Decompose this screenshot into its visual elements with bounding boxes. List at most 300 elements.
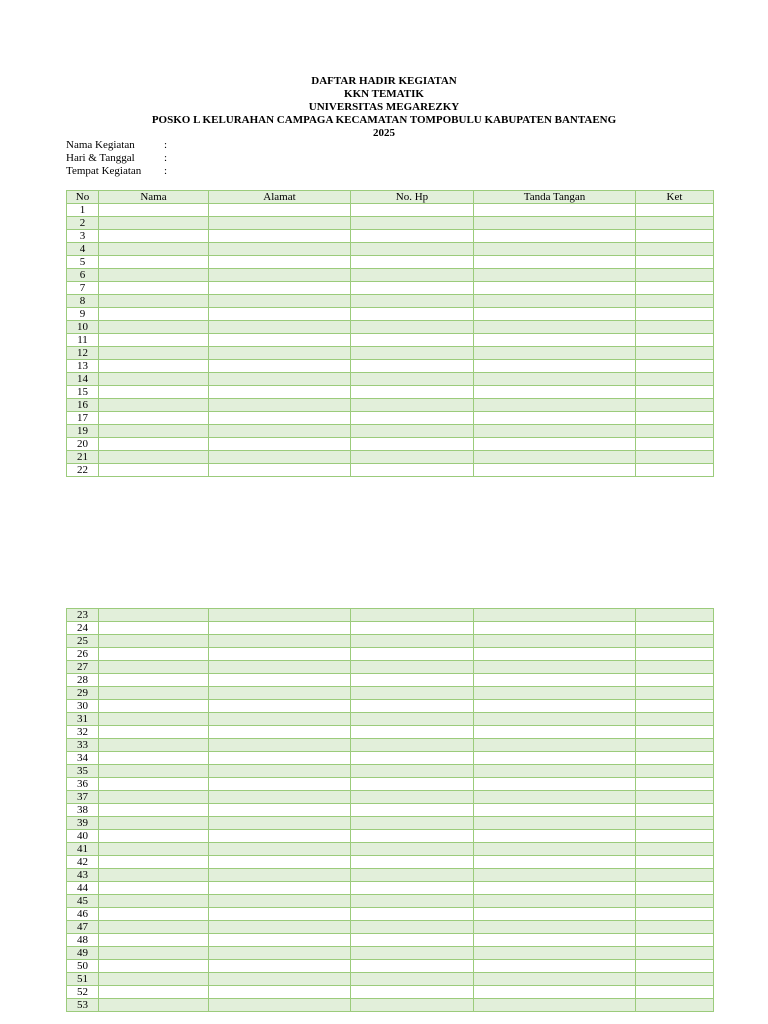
nama-cell[interactable] [99,778,209,791]
nama-cell[interactable] [99,869,209,882]
nama-cell[interactable] [99,908,209,921]
alamat-cell[interactable] [209,856,351,869]
table-row [67,895,714,908]
nama-cell[interactable] [99,282,209,295]
tanda-tangan-cell[interactable] [474,438,636,451]
row-number: 53 [67,999,99,1012]
alamat-cell[interactable] [209,425,351,438]
tanda-tangan-cell[interactable] [474,843,636,856]
tanda-tangan-cell[interactable] [474,869,636,882]
ket-cell[interactable] [636,752,714,765]
no-hp-cell[interactable] [351,425,474,438]
nama-cell[interactable] [99,817,209,830]
alamat-cell[interactable] [209,999,351,1012]
no-hp-cell[interactable] [351,217,474,230]
ket-cell[interactable] [636,921,714,934]
ket-cell[interactable] [636,791,714,804]
nama-cell[interactable] [99,412,209,425]
no-hp-cell[interactable] [351,204,474,217]
alamat-cell[interactable] [209,230,351,243]
alamat-cell[interactable] [209,334,351,347]
alamat-cell[interactable] [209,243,351,256]
ket-cell[interactable] [636,464,714,477]
no-hp-cell[interactable] [351,438,474,451]
tanda-tangan-cell[interactable] [474,791,636,804]
tanda-tangan-cell[interactable] [474,908,636,921]
no-hp-cell[interactable] [351,765,474,778]
tanda-tangan-cell[interactable] [474,713,636,726]
ket-cell[interactable] [636,635,714,648]
table-row [67,778,714,791]
tanda-tangan-cell[interactable] [474,765,636,778]
ket-cell[interactable] [636,947,714,960]
ket-cell[interactable] [636,960,714,973]
no-hp-cell[interactable] [351,308,474,321]
tanda-tangan-cell[interactable] [474,882,636,895]
alamat-cell[interactable] [209,817,351,830]
no-hp-cell[interactable] [351,282,474,295]
nama-cell[interactable] [99,334,209,347]
tanda-tangan-cell[interactable] [474,308,636,321]
no-hp-cell[interactable] [351,895,474,908]
nama-cell[interactable] [99,713,209,726]
no-hp-cell[interactable] [351,700,474,713]
table-row [67,661,714,674]
tanda-tangan-cell[interactable] [474,334,636,347]
tanda-tangan-cell[interactable] [474,373,636,386]
ket-cell[interactable] [636,412,714,425]
ket-cell[interactable] [636,230,714,243]
tanda-tangan-cell[interactable] [474,648,636,661]
alamat-cell[interactable] [209,830,351,843]
nama-cell[interactable] [99,986,209,999]
year: 2025 [373,126,395,139]
alamat-cell[interactable] [209,934,351,947]
alamat-cell[interactable] [209,869,351,882]
tanda-tangan-cell[interactable] [474,856,636,869]
no-hp-cell[interactable] [351,674,474,687]
alamat-cell[interactable] [209,386,351,399]
table-row [67,791,714,804]
ket-cell[interactable] [636,256,714,269]
table-row [67,308,714,321]
tanda-tangan-cell[interactable] [474,726,636,739]
nama-cell[interactable] [99,243,209,256]
alamat-cell[interactable] [209,464,351,477]
alamat-cell[interactable] [209,687,351,700]
tanda-tangan-cell[interactable] [474,817,636,830]
alamat-cell[interactable] [209,765,351,778]
no-hp-cell[interactable] [351,648,474,661]
ket-cell[interactable] [636,726,714,739]
ket-cell[interactable] [636,609,714,622]
alamat-cell[interactable] [209,804,351,817]
nama-cell[interactable] [99,360,209,373]
tanda-tangan-cell[interactable] [474,464,636,477]
nama-cell[interactable] [99,856,209,869]
no-hp-cell[interactable] [351,869,474,882]
nama-cell[interactable] [99,999,209,1012]
nama-cell[interactable] [99,921,209,934]
tanda-tangan-cell[interactable] [474,321,636,334]
nama-cell[interactable] [99,256,209,269]
alamat-cell[interactable] [209,282,351,295]
tanda-tangan-cell[interactable] [474,973,636,986]
alamat-cell[interactable] [209,399,351,412]
no-hp-cell[interactable] [351,999,474,1012]
ket-cell[interactable] [636,908,714,921]
nama-cell[interactable] [99,609,209,622]
nama-cell[interactable] [99,321,209,334]
nama-cell[interactable] [99,661,209,674]
tanda-tangan-cell[interactable] [474,243,636,256]
tanda-tangan-cell[interactable] [474,609,636,622]
no-hp-cell[interactable] [351,817,474,830]
ket-cell[interactable] [636,713,714,726]
tanda-tangan-cell[interactable] [474,986,636,999]
program-name: KKN TEMATIK [344,87,424,100]
ket-cell[interactable] [636,804,714,817]
nama-cell[interactable] [99,960,209,973]
ket-cell[interactable] [636,425,714,438]
ket-cell[interactable] [636,334,714,347]
no-hp-cell[interactable] [351,295,474,308]
no-hp-cell[interactable] [351,687,474,700]
no-hp-cell[interactable] [351,243,474,256]
nama-cell[interactable] [99,464,209,477]
ket-cell[interactable] [636,843,714,856]
ket-cell[interactable] [636,895,714,908]
alamat-cell[interactable] [209,713,351,726]
ket-cell[interactable] [636,282,714,295]
table-header-row [67,191,714,204]
no-hp-cell[interactable] [351,791,474,804]
alamat-cell[interactable] [209,882,351,895]
no-hp-cell[interactable] [351,256,474,269]
ket-cell[interactable] [636,360,714,373]
no-hp-cell[interactable] [351,986,474,999]
no-hp-cell[interactable] [351,973,474,986]
alamat-cell[interactable] [209,960,351,973]
alamat-cell[interactable] [209,908,351,921]
tanda-tangan-cell[interactable] [474,386,636,399]
no-hp-cell[interactable] [351,934,474,947]
no-hp-cell[interactable] [351,778,474,791]
no-hp-cell[interactable] [351,373,474,386]
nama-cell[interactable] [99,934,209,947]
tanda-tangan-cell[interactable] [474,739,636,752]
row-number: 3 [67,230,99,243]
alamat-cell[interactable] [209,609,351,622]
tanda-tangan-cell[interactable] [474,360,636,373]
table-row [67,648,714,661]
no-hp-cell[interactable] [351,739,474,752]
alamat-cell[interactable] [209,986,351,999]
alamat-cell[interactable] [209,648,351,661]
ket-cell[interactable] [636,817,714,830]
nama-cell[interactable] [99,347,209,360]
nama-cell[interactable] [99,399,209,412]
ket-cell[interactable] [636,687,714,700]
nama-cell[interactable] [99,386,209,399]
alamat-cell[interactable] [209,412,351,425]
alamat-cell[interactable] [209,973,351,986]
no-hp-cell[interactable] [351,347,474,360]
ket-cell[interactable] [636,386,714,399]
tanda-tangan-cell[interactable] [474,661,636,674]
nama-cell[interactable] [99,269,209,282]
ket-cell[interactable] [636,700,714,713]
column-header-alamat: Alamat [209,191,351,204]
no-hp-cell[interactable] [351,713,474,726]
nama-cell[interactable] [99,204,209,217]
tanda-tangan-cell[interactable] [474,217,636,230]
ket-cell[interactable] [636,373,714,386]
tanda-tangan-cell[interactable] [474,947,636,960]
field-colon: : [164,139,168,151]
no-hp-cell[interactable] [351,609,474,622]
ket-cell[interactable] [636,934,714,947]
no-hp-cell[interactable] [351,464,474,477]
ket-cell[interactable] [636,269,714,282]
row-number: 52 [67,986,99,999]
no-hp-cell[interactable] [351,635,474,648]
nama-cell[interactable] [99,687,209,700]
row-number: 2 [67,217,99,230]
alamat-cell[interactable] [209,791,351,804]
ket-cell[interactable] [636,399,714,412]
nama-cell[interactable] [99,830,209,843]
no-hp-cell[interactable] [351,921,474,934]
nama-cell[interactable] [99,895,209,908]
table-row [67,869,714,882]
alamat-cell[interactable] [209,739,351,752]
alamat-cell[interactable] [209,895,351,908]
table-row [67,882,714,895]
alamat-cell[interactable] [209,752,351,765]
tanda-tangan-cell[interactable] [474,921,636,934]
row-number: 19 [67,425,99,438]
alamat-cell[interactable] [209,947,351,960]
tanda-tangan-cell[interactable] [474,934,636,947]
tanda-tangan-cell[interactable] [474,256,636,269]
tanda-tangan-cell[interactable] [474,204,636,217]
table-row [67,334,714,347]
no-hp-cell[interactable] [351,752,474,765]
no-hp-cell[interactable] [351,882,474,895]
row-number: 31 [67,713,99,726]
nama-cell[interactable] [99,622,209,635]
ket-cell[interactable] [636,778,714,791]
no-hp-cell[interactable] [351,451,474,464]
alamat-cell[interactable] [209,451,351,464]
ket-cell[interactable] [636,765,714,778]
tanda-tangan-cell[interactable] [474,230,636,243]
tanda-tangan-cell[interactable] [474,399,636,412]
nama-cell[interactable] [99,308,209,321]
row-number: 41 [67,843,99,856]
row-number: 48 [67,934,99,947]
tanda-tangan-cell[interactable] [474,960,636,973]
ket-cell[interactable] [636,661,714,674]
alamat-cell[interactable] [209,347,351,360]
ket-cell[interactable] [636,869,714,882]
alamat-cell[interactable] [209,308,351,321]
tanda-tangan-cell[interactable] [474,674,636,687]
ket-cell[interactable] [636,204,714,217]
tanda-tangan-cell[interactable] [474,999,636,1012]
ket-cell[interactable] [636,739,714,752]
no-hp-cell[interactable] [351,960,474,973]
alamat-cell[interactable] [209,360,351,373]
table-row [67,635,714,648]
no-hp-cell[interactable] [351,856,474,869]
nama-cell[interactable] [99,726,209,739]
row-number: 27 [67,661,99,674]
nama-cell[interactable] [99,947,209,960]
alamat-cell[interactable] [209,373,351,386]
nama-cell[interactable] [99,648,209,661]
ket-cell[interactable] [636,986,714,999]
nama-cell[interactable] [99,973,209,986]
row-number: 7 [67,282,99,295]
nama-cell[interactable] [99,295,209,308]
alamat-cell[interactable] [209,921,351,934]
tanda-tangan-cell[interactable] [474,282,636,295]
alamat-cell[interactable] [209,635,351,648]
ket-cell[interactable] [636,347,714,360]
table-row [67,295,714,308]
row-number: 24 [67,622,99,635]
alamat-cell[interactable] [209,295,351,308]
alamat-cell[interactable] [209,256,351,269]
tanda-tangan-cell[interactable] [474,347,636,360]
tanda-tangan-cell[interactable] [474,451,636,464]
tanda-tangan-cell[interactable] [474,700,636,713]
no-hp-cell[interactable] [351,661,474,674]
alamat-cell[interactable] [209,321,351,334]
nama-cell[interactable] [99,752,209,765]
table-row [67,674,714,687]
ket-cell[interactable] [636,882,714,895]
no-hp-cell[interactable] [351,908,474,921]
no-hp-cell[interactable] [351,830,474,843]
no-hp-cell[interactable] [351,843,474,856]
no-hp-cell[interactable] [351,269,474,282]
ket-cell[interactable] [636,830,714,843]
tanda-tangan-cell[interactable] [474,269,636,282]
nama-cell[interactable] [99,882,209,895]
nama-cell[interactable] [99,373,209,386]
no-hp-cell[interactable] [351,386,474,399]
ket-cell[interactable] [636,674,714,687]
nama-cell[interactable] [99,635,209,648]
no-hp-cell[interactable] [351,804,474,817]
alamat-cell[interactable] [209,204,351,217]
alamat-cell[interactable] [209,700,351,713]
tanda-tangan-cell[interactable] [474,895,636,908]
alamat-cell[interactable] [209,778,351,791]
no-hp-cell[interactable] [351,230,474,243]
tanda-tangan-cell[interactable] [474,804,636,817]
field-label: Nama Kegiatan [66,139,135,151]
alamat-cell[interactable] [209,269,351,282]
nama-cell[interactable] [99,438,209,451]
table-row [67,817,714,830]
row-number: 22 [67,464,99,477]
no-hp-cell[interactable] [351,622,474,635]
ket-cell[interactable] [636,438,714,451]
no-hp-cell[interactable] [351,334,474,347]
ket-cell[interactable] [636,217,714,230]
nama-cell[interactable] [99,843,209,856]
ket-cell[interactable] [636,648,714,661]
alamat-cell[interactable] [209,726,351,739]
no-hp-cell[interactable] [351,321,474,334]
ket-cell[interactable] [636,622,714,635]
nama-cell[interactable] [99,791,209,804]
tanda-tangan-cell[interactable] [474,752,636,765]
nama-cell[interactable] [99,451,209,464]
nama-cell[interactable] [99,230,209,243]
activity-name-row [66,139,174,152]
ket-cell[interactable] [636,856,714,869]
alamat-cell[interactable] [209,217,351,230]
no-hp-cell[interactable] [351,947,474,960]
nama-cell[interactable] [99,425,209,438]
no-hp-cell[interactable] [351,726,474,739]
nama-cell[interactable] [99,804,209,817]
tanda-tangan-cell[interactable] [474,425,636,438]
ket-cell[interactable] [636,308,714,321]
nama-cell[interactable] [99,700,209,713]
row-number: 11 [67,334,99,347]
ket-cell[interactable] [636,999,714,1012]
table-row [67,947,714,960]
tanda-tangan-cell[interactable] [474,635,636,648]
table-row [67,451,714,464]
row-number: 51 [67,973,99,986]
no-hp-cell[interactable] [351,399,474,412]
tanda-tangan-cell[interactable] [474,412,636,425]
column-header-nama: Nama [99,191,209,204]
table-row [67,830,714,843]
ket-cell[interactable] [636,295,714,308]
no-hp-cell[interactable] [351,412,474,425]
nama-cell[interactable] [99,217,209,230]
tanda-tangan-cell[interactable] [474,687,636,700]
row-number: 30 [67,700,99,713]
alamat-cell[interactable] [209,622,351,635]
alamat-cell[interactable] [209,661,351,674]
ket-cell[interactable] [636,321,714,334]
ket-cell[interactable] [636,243,714,256]
alamat-cell[interactable] [209,843,351,856]
tanda-tangan-cell[interactable] [474,830,636,843]
nama-cell[interactable] [99,739,209,752]
alamat-cell[interactable] [209,438,351,451]
nama-cell[interactable] [99,674,209,687]
nama-cell[interactable] [99,765,209,778]
tanda-tangan-cell[interactable] [474,778,636,791]
no-hp-cell[interactable] [351,360,474,373]
tanda-tangan-cell[interactable] [474,295,636,308]
ket-cell[interactable] [636,973,714,986]
ket-cell[interactable] [636,451,714,464]
row-number: 50 [67,960,99,973]
tanda-tangan-cell[interactable] [474,622,636,635]
alamat-cell[interactable] [209,674,351,687]
